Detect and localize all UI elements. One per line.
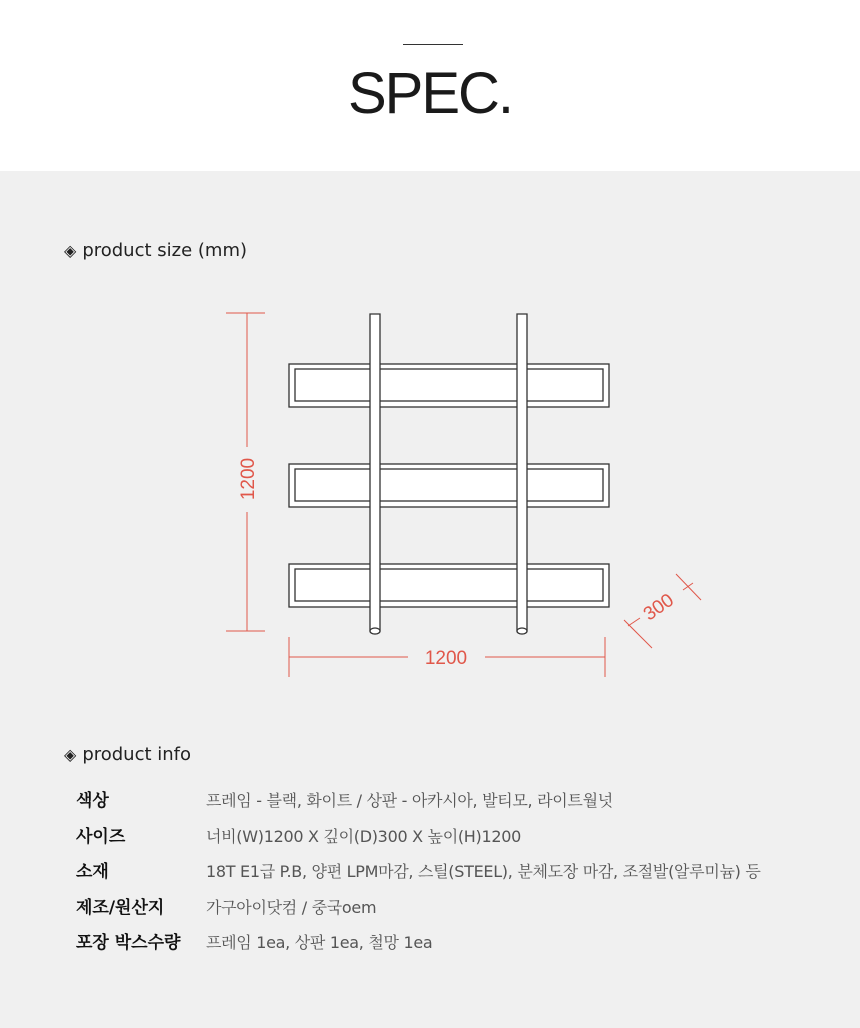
size-section-title: product size (mm)	[82, 240, 248, 261]
shelf-middle	[289, 464, 609, 507]
spec-label: 사이즈	[76, 826, 126, 847]
spec-value: 너비(W)1200 X 깊이(D)300 X 높이(H)1200	[206, 826, 522, 846]
header	[0, 0, 860, 171]
shelf-top	[289, 364, 609, 407]
page-title: SPEC.	[347, 61, 513, 126]
info-section-title: product info	[82, 744, 192, 765]
spec-label: 색상	[76, 791, 109, 811]
title-rule	[403, 44, 463, 45]
spec-label: 포장 박스수량	[76, 933, 181, 953]
diamond-bullet-icon: ◈	[64, 241, 77, 260]
spec-value: 가구아이닷컴 / 중국oem	[206, 897, 377, 917]
frame-post-left	[370, 314, 380, 634]
depth-label: 300	[639, 589, 678, 626]
spec-label: 제조/원산지	[76, 897, 165, 918]
shelf-diagram	[0, 171, 860, 711]
width-label: 1200	[424, 648, 468, 669]
info-section-heading	[64, 744, 191, 766]
spec-value: 프레임 1ea, 상판 1ea, 철망 1ea	[206, 933, 433, 952]
diamond-bullet-icon: ◈	[64, 745, 77, 764]
frame-post-right	[517, 314, 527, 634]
spec-label: 소재	[76, 862, 109, 882]
spec-value: 18T E1급 P.B, 양편 LPM마감, 스틸(STEEL), 분체도장 마감, 조절발(알루미늄) 등	[206, 862, 761, 881]
height-label: 1200	[238, 457, 259, 501]
spec-value: 프레임 - 블랙, 화이트 / 상판 - 아카시아, 발티모, 라이트월넛	[206, 791, 613, 810]
shelf-bottom	[289, 564, 609, 607]
